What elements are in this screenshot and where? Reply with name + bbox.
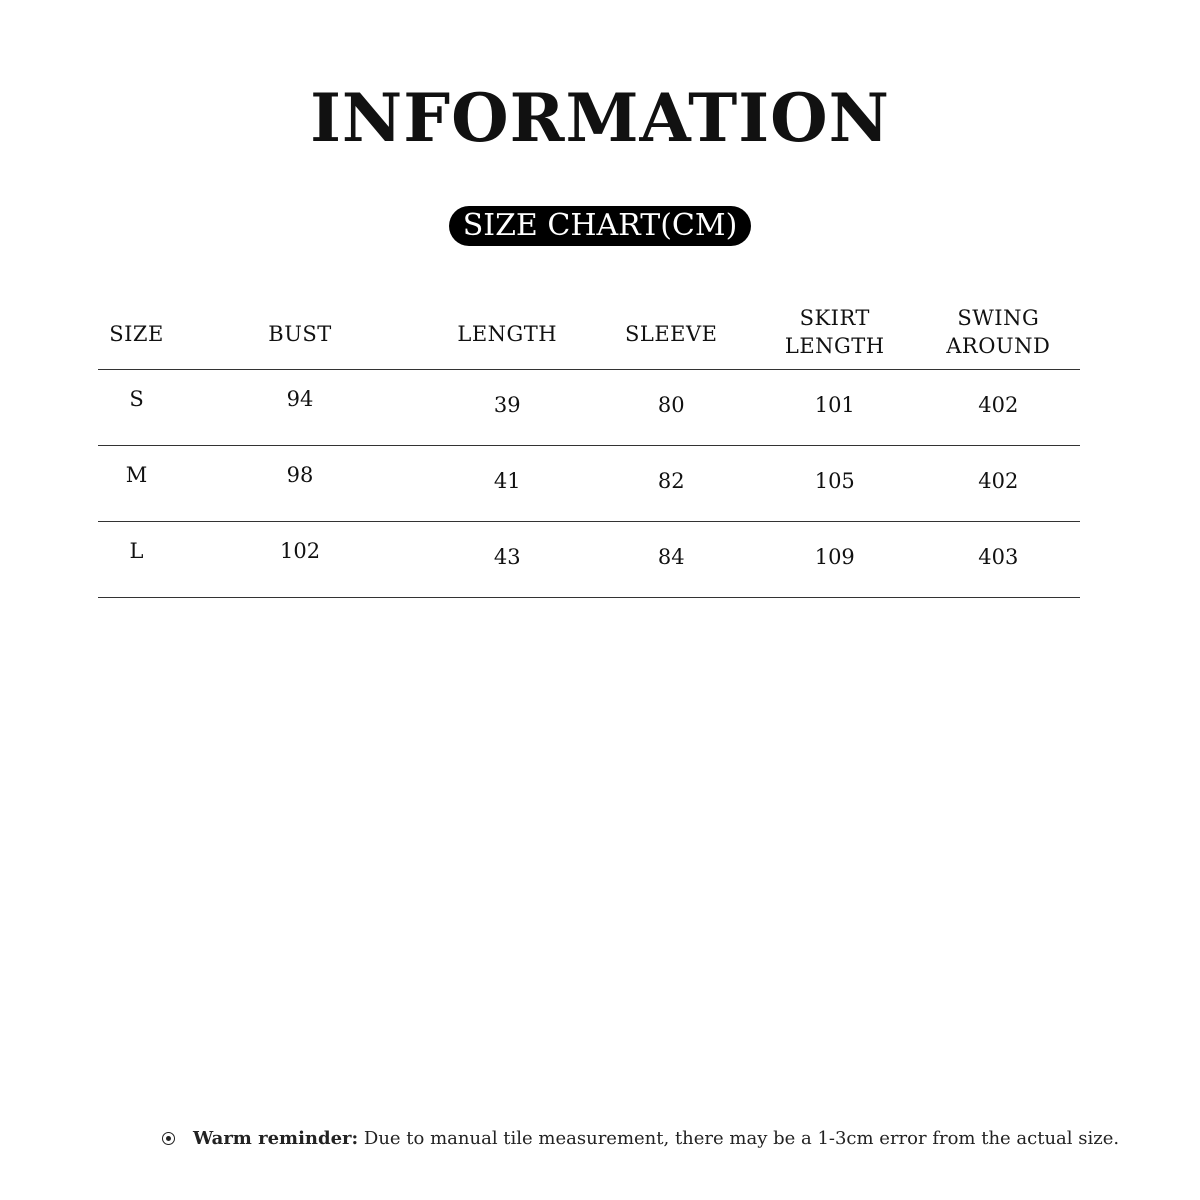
measurement-cell: 39	[493, 393, 521, 417]
measurement-cell: 402	[978, 393, 1019, 417]
measurement-cell: 98	[286, 463, 314, 487]
column-header-line2: SIZE	[109, 322, 164, 346]
badge-wrap	[0, 206, 1200, 246]
page-title: INFORMATION	[310, 79, 890, 157]
measurement-cell: 43	[493, 545, 521, 569]
column-header-line2: AROUND	[946, 333, 1051, 358]
measurement-cell: 84	[657, 545, 685, 569]
measurement-cell: 82	[657, 469, 685, 493]
size-label-cell: S	[129, 387, 144, 411]
measurement-cell: 41	[493, 469, 521, 493]
table-row	[98, 446, 1080, 522]
measurement-cell: 80	[657, 393, 685, 417]
column-header-line1: SKIRT	[799, 305, 870, 330]
column-header	[175, 290, 425, 369]
measurement-cell: 101	[814, 393, 855, 417]
footnote	[162, 1128, 1119, 1149]
size-chart-badge: SIZE CHART(CM)	[449, 206, 752, 246]
measurement-cell: 105	[814, 469, 855, 493]
column-header-line2: SLEEVE	[624, 322, 718, 346]
size-chart-table	[98, 290, 1080, 598]
table-row	[98, 522, 1080, 598]
footnote-text: Due to manual tile measurement, there may be a 1-3cm error from the actual size.	[358, 1128, 1120, 1149]
size-label-cell: L	[129, 539, 144, 563]
column-header	[425, 290, 589, 369]
column-header-line2: LENGTH	[457, 322, 558, 346]
column-header-line1: SWING	[957, 305, 1040, 330]
table-row	[98, 370, 1080, 446]
column-header-line2: LENGTH	[784, 333, 885, 358]
table-body	[98, 370, 1080, 598]
column-header	[917, 290, 1081, 369]
footnote-label: Warm reminder:	[193, 1128, 359, 1149]
column-header-line2: BUST	[268, 322, 332, 346]
column-header	[589, 290, 753, 369]
measurement-cell: 102	[280, 539, 321, 563]
measurement-cell: 94	[286, 387, 314, 411]
measurement-cell: 109	[814, 545, 855, 569]
column-header	[753, 290, 917, 369]
size-label-cell: M	[125, 463, 148, 487]
measurement-cell: 402	[978, 469, 1019, 493]
column-header	[98, 290, 175, 369]
bullet-circle-icon	[162, 1132, 175, 1145]
measurement-cell: 403	[978, 545, 1019, 569]
table-header-row	[98, 290, 1080, 370]
